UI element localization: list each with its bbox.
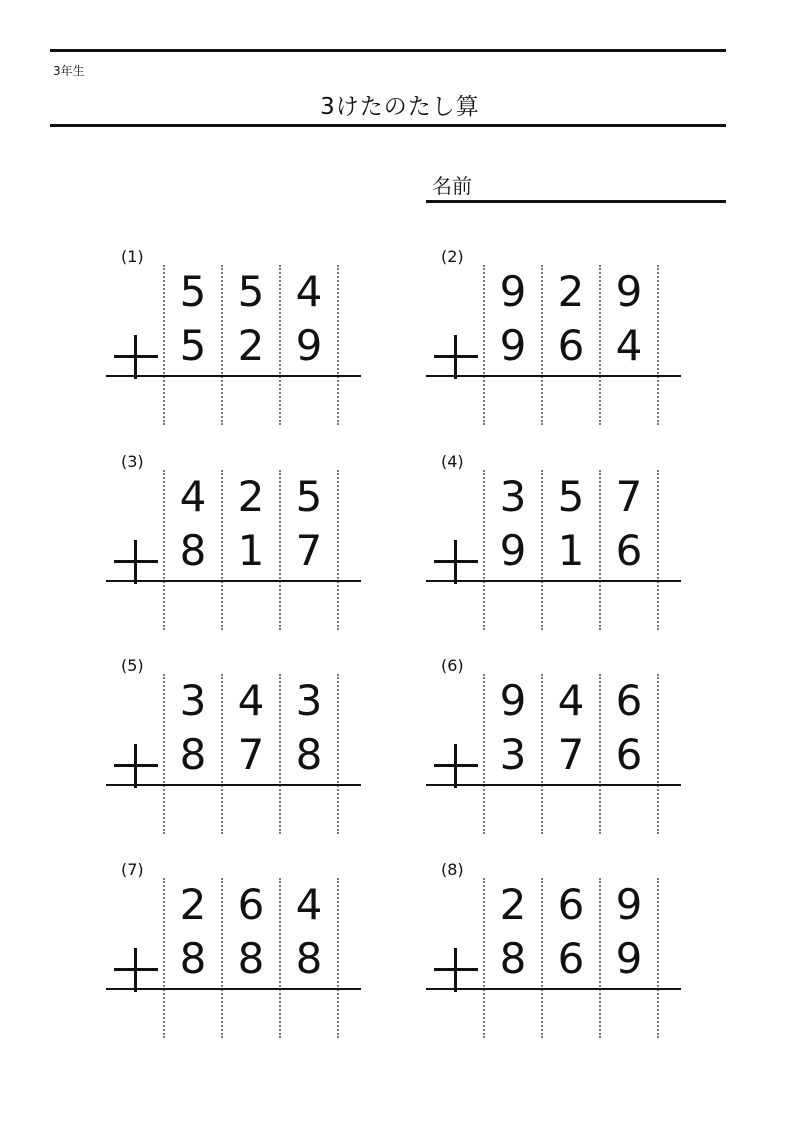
problem-number: (4) bbox=[441, 452, 464, 471]
top-digit: 5 bbox=[179, 267, 207, 316]
answer-line bbox=[106, 375, 361, 377]
bottom-digit: 6 bbox=[615, 526, 643, 575]
top-digit: 4 bbox=[295, 267, 323, 316]
top-digit: 3 bbox=[179, 676, 207, 725]
bottom-digit: 8 bbox=[179, 934, 207, 983]
problem-4 bbox=[426, 452, 686, 640]
bottom-digit: 1 bbox=[237, 526, 265, 575]
plus-sign-icon bbox=[114, 744, 158, 788]
bottom-digit: 9 bbox=[615, 934, 643, 983]
answer-line bbox=[426, 784, 681, 786]
answer-line bbox=[426, 375, 681, 377]
top-digit: 5 bbox=[295, 472, 323, 521]
plus-sign-icon bbox=[114, 335, 158, 379]
top-digit: 9 bbox=[499, 676, 527, 725]
bottom-digit: 7 bbox=[557, 730, 585, 779]
top-digit: 2 bbox=[237, 472, 265, 521]
bottom-digit: 6 bbox=[557, 934, 585, 983]
top-digit: 4 bbox=[295, 880, 323, 929]
problem-7 bbox=[106, 860, 366, 1048]
top-digit: 2 bbox=[179, 880, 207, 929]
bottom-digit: 7 bbox=[237, 730, 265, 779]
problem-8 bbox=[426, 860, 686, 1048]
top-digit: 6 bbox=[615, 676, 643, 725]
bottom-digit: 3 bbox=[499, 730, 527, 779]
top-digit: 5 bbox=[237, 267, 265, 316]
plus-sign-icon bbox=[434, 540, 478, 584]
bottom-digit: 7 bbox=[295, 526, 323, 575]
title-underline bbox=[50, 124, 726, 127]
answer-area[interactable] bbox=[164, 788, 338, 836]
bottom-digit: 1 bbox=[557, 526, 585, 575]
top-digit: 9 bbox=[499, 267, 527, 316]
bottom-digit: 5 bbox=[179, 321, 207, 370]
answer-area[interactable] bbox=[484, 584, 658, 632]
answer-area[interactable] bbox=[164, 992, 338, 1040]
bottom-digit: 8 bbox=[179, 526, 207, 575]
top-digit: 5 bbox=[557, 472, 585, 521]
plus-sign-icon bbox=[434, 335, 478, 379]
bottom-digit: 9 bbox=[499, 526, 527, 575]
top-digit: 6 bbox=[557, 880, 585, 929]
bottom-digit: 9 bbox=[499, 321, 527, 370]
plus-sign-icon bbox=[434, 744, 478, 788]
bottom-digit: 8 bbox=[179, 730, 207, 779]
top-digit: 3 bbox=[295, 676, 323, 725]
plus-sign-icon bbox=[434, 948, 478, 992]
top-digit: 4 bbox=[557, 676, 585, 725]
top-digit: 9 bbox=[615, 880, 643, 929]
top-digit: 2 bbox=[499, 880, 527, 929]
problem-3 bbox=[106, 452, 366, 640]
answer-line bbox=[106, 784, 361, 786]
top-digit: 9 bbox=[615, 267, 643, 316]
bottom-digit: 2 bbox=[237, 321, 265, 370]
answer-area[interactable] bbox=[484, 788, 658, 836]
top-digit: 4 bbox=[179, 472, 207, 521]
top-digit: 7 bbox=[615, 472, 643, 521]
answer-area[interactable] bbox=[484, 379, 658, 427]
problem-1 bbox=[106, 247, 366, 435]
bottom-digit: 8 bbox=[295, 934, 323, 983]
top-rule bbox=[50, 49, 726, 52]
problem-number: (5) bbox=[121, 656, 144, 675]
bottom-digit: 8 bbox=[295, 730, 323, 779]
bottom-digit: 6 bbox=[557, 321, 585, 370]
top-digit: 6 bbox=[237, 880, 265, 929]
problem-number: (2) bbox=[441, 247, 464, 266]
name-field[interactable] bbox=[426, 200, 726, 203]
bottom-digit: 4 bbox=[615, 321, 643, 370]
problem-number: (6) bbox=[441, 656, 464, 675]
top-digit: 4 bbox=[237, 676, 265, 725]
name-label: 名前 bbox=[432, 174, 472, 198]
bottom-digit: 8 bbox=[499, 934, 527, 983]
bottom-digit: 9 bbox=[295, 321, 323, 370]
answer-line bbox=[426, 988, 681, 990]
problem-number: (1) bbox=[121, 247, 144, 266]
bottom-digit: 6 bbox=[615, 730, 643, 779]
page-title: 3けたのたし算 bbox=[320, 94, 480, 120]
answer-line bbox=[106, 580, 361, 582]
problem-number: (3) bbox=[121, 452, 144, 471]
problem-number: (8) bbox=[441, 860, 464, 879]
bottom-digit: 8 bbox=[237, 934, 265, 983]
top-digit: 2 bbox=[557, 267, 585, 316]
plus-sign-icon bbox=[114, 948, 158, 992]
answer-line bbox=[426, 580, 681, 582]
plus-sign-icon bbox=[114, 540, 158, 584]
answer-area[interactable] bbox=[164, 584, 338, 632]
problem-5 bbox=[106, 656, 366, 844]
answer-area[interactable] bbox=[484, 992, 658, 1040]
problem-6 bbox=[426, 656, 686, 844]
problem-number: (7) bbox=[121, 860, 144, 879]
answer-area[interactable] bbox=[164, 379, 338, 427]
top-digit: 3 bbox=[499, 472, 527, 521]
answer-line bbox=[106, 988, 361, 990]
problem-2 bbox=[426, 247, 686, 435]
grade-label: 3年生 bbox=[53, 64, 85, 78]
